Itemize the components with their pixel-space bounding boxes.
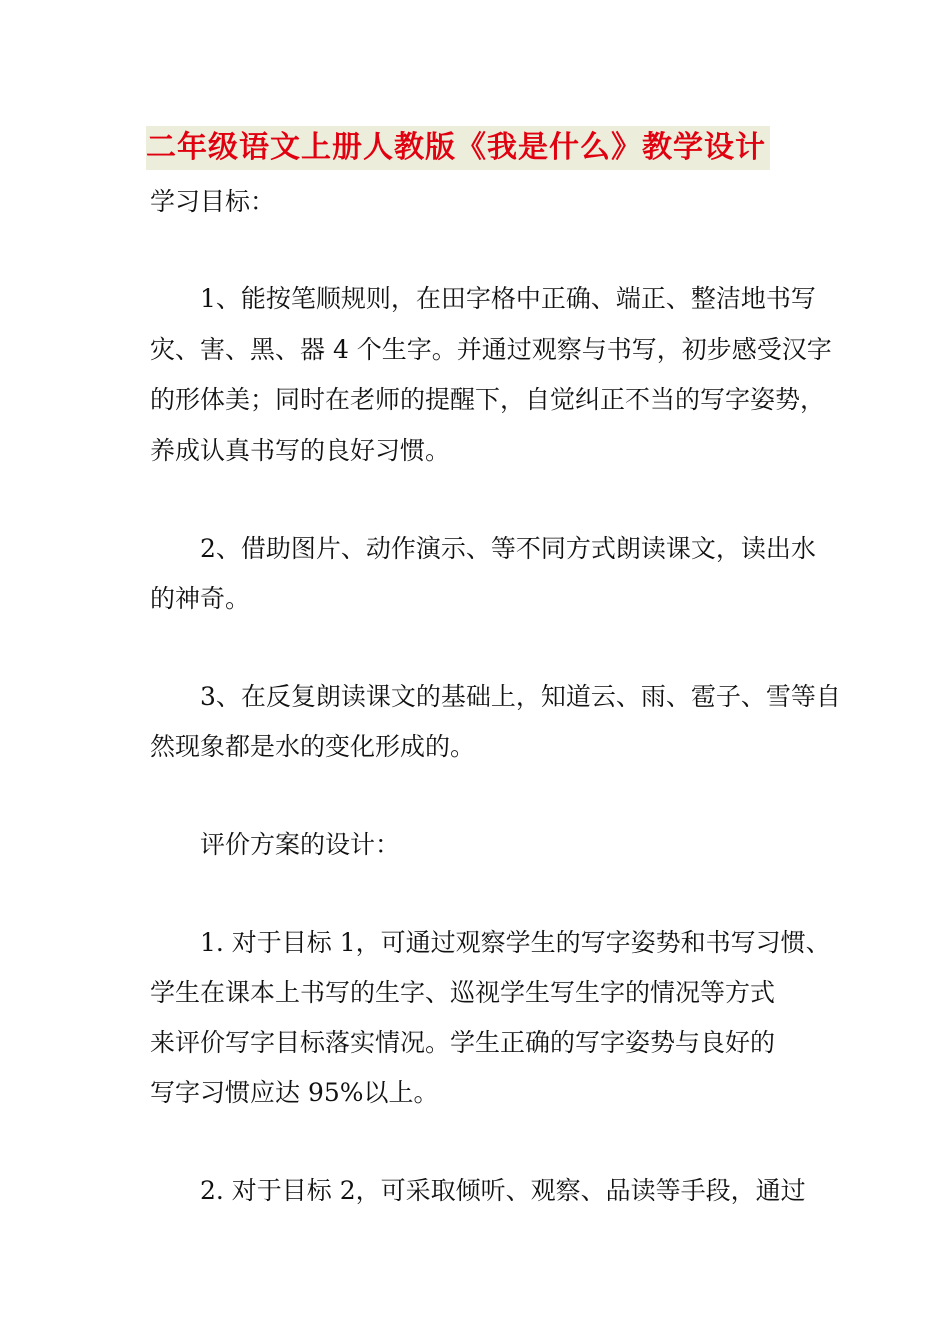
objective-2-line-1: 2、借助图片、动作演示、等不同方式朗读课文，读出水 — [200, 534, 816, 563]
section-heading-objectives: 学习目标： — [150, 187, 276, 216]
objective-1-line-4: 养成认真书写的良好习惯。 — [150, 436, 451, 465]
objective-1-line-1: 1、能按笔顺规则，在田字格中正确、端正、整洁地书写 — [200, 284, 816, 313]
document-title: 二年级语文上册人教版《我是什么》教学设计 — [146, 126, 770, 170]
evaluation-2-line-1: 2. 对于目标 2，可采取倾听、观察、品读等手段，通过 — [200, 1176, 806, 1205]
objective-3-line-2: 然现象都是水的变化形成的。 — [150, 732, 476, 761]
evaluation-1-line-2: 学生在课本上书写的生字、巡视学生写生字的情况等方式 — [150, 978, 776, 1007]
section-heading-evaluation: 评价方案的设计： — [200, 830, 401, 859]
evaluation-1-line-1: 1. 对于目标 1，可通过观察学生的写字姿势和书写习惯、 — [200, 928, 831, 957]
objective-1-line-2: 灾、害、黑、器 4 个生字。并通过观察与书写，初步感受汉字 — [150, 335, 832, 364]
objective-3-line-1: 3、在反复朗读课文的基础上，知道云、雨、雹子、雪等自 — [200, 682, 841, 711]
objective-2-line-2: 的神奇。 — [150, 584, 251, 613]
evaluation-1-line-3: 来评价写字目标落实情况。学生正确的写字姿势与良好的 — [150, 1028, 776, 1057]
objective-1-line-3: 的形体美；同时在老师的提醒下，自觉纠正不当的写字姿势， — [150, 385, 826, 414]
evaluation-1-line-4: 写字习惯应达 95%以上。 — [150, 1078, 439, 1107]
